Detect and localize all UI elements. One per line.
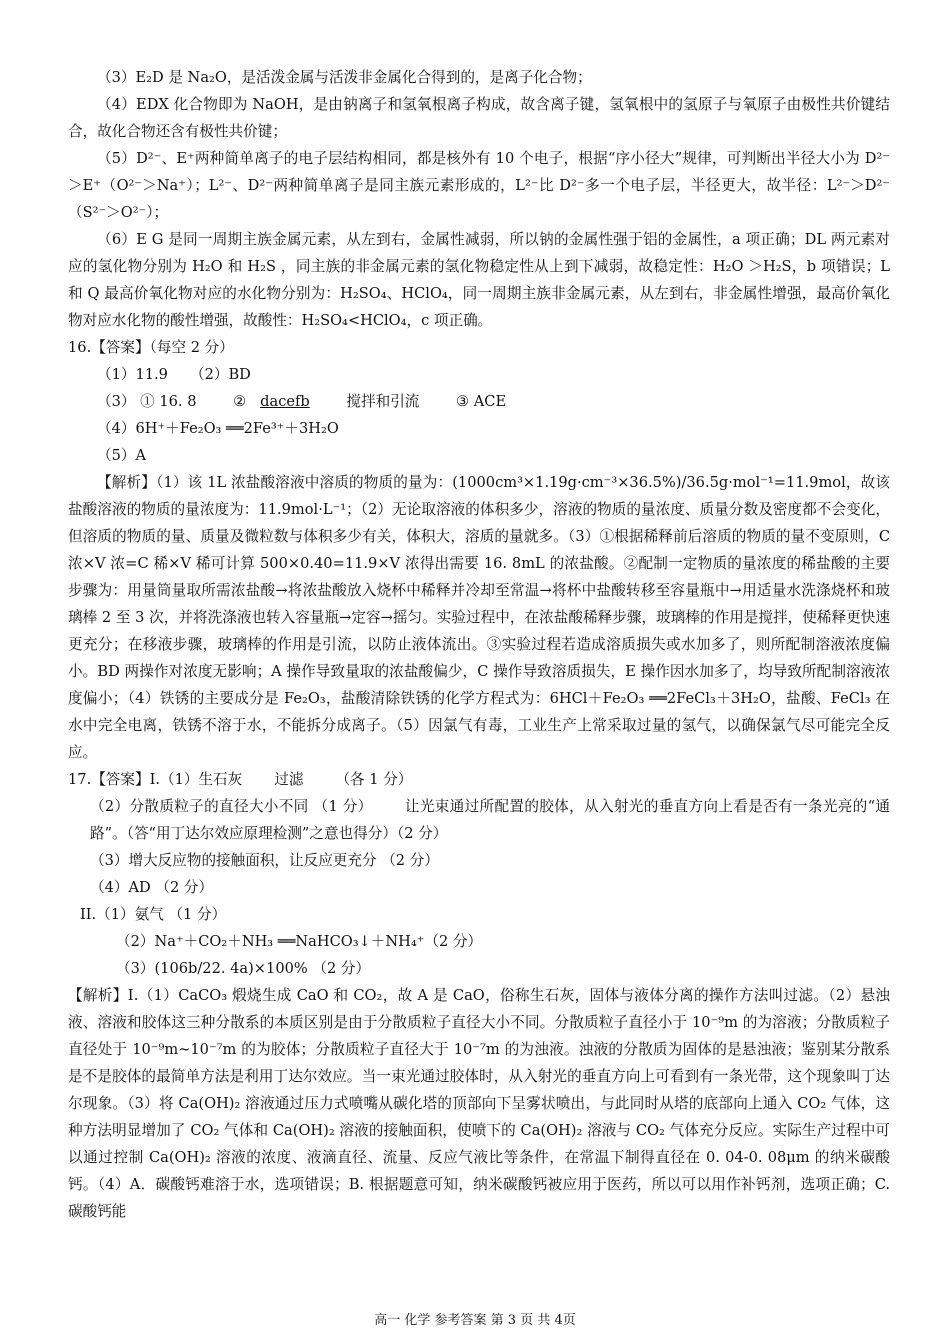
q16-heading: 16.【答案】（每空 2 分） bbox=[68, 339, 234, 356]
q17-heading-2: 过滤 bbox=[274, 771, 304, 788]
q17-heading bbox=[68, 766, 890, 793]
q17-heading-1: 17.【答案】I.（1）生石灰 bbox=[68, 771, 243, 788]
q16-answer-2-text: （2）BD bbox=[189, 366, 251, 383]
q17-part2-answer-2: （2）Na⁺＋CO₂＋NH₃ ══NaHCO₃↓＋NH₄⁺（2 分） bbox=[116, 933, 483, 950]
q17-part2-answer-3: （3）(106b/22. 4a)×100% （2 分） bbox=[116, 960, 371, 977]
q15-part5: （5）D²⁻、E⁺两种简单离子的电子层结构相同，都是核外有 10 个电子，根据“序小径大”规律，可判断出半径大小为 D²⁻＞E⁺（O²⁻＞Na⁺）；L²⁻、D²⁻两种简单离子是同主族元素形成的，L²⁻比 D²⁻多一个电子层，半径更大，故半径：L²⁻＞D²⁻（S²⁻＞O²⁻）； bbox=[68, 150, 890, 221]
q17-answer-3: （3）增大反应物的接触面积，让反应更充分 （2 分） bbox=[90, 852, 439, 869]
q16-answer-3-2-value: dacefb bbox=[260, 393, 310, 410]
q16-answer-3-label: （3） bbox=[97, 393, 136, 410]
q16-answer-1-text: （1）11.9 bbox=[97, 366, 168, 383]
q17-answer-4: （4）AD （2 分） bbox=[90, 879, 214, 896]
q16-answer-1 bbox=[68, 361, 890, 388]
q16-answer-3-1: ① 16. 8 bbox=[140, 393, 197, 410]
q16-answer-3-2-note: 搅拌和引流 bbox=[346, 393, 420, 410]
q16-answer-3-2-label: ② bbox=[233, 393, 247, 410]
q17-answer-2 bbox=[68, 793, 890, 847]
q17-answer-2-part1: （2）分散质粒子的直径大小不同 （1 分） bbox=[90, 798, 373, 815]
q17-analysis: 【解析】Ⅰ.（1）CaCO₃ 煅烧生成 CaO 和 CO₂，故 A 是 CaO，俗称生石灰，固体与液体分离的操作方法叫过滤。（2）悬浊液、溶液和胶体这三种分散系的本质区别是由于分散质粒子直径大小不同。分散质粒子直径小于 10⁻⁹m 的为溶液；分散质粒子直径处于 10⁻⁹m~10⁻⁷m 的为胶体；分散质粒子直径大于 10⁻⁷m 的为浊液。浊液的分散质为固体的是悬浊液；鉴别某分散系是不是胶体的最简单方法是利用丁达尔效应。当一束光通过胶体时，从入射光的垂直方向上可看到有一条光带，这个现象叫丁达尔现象。（3）将 Ca(OH)₂ 溶液通过压力式喷嘴从碳化塔的顶部向下呈雾状喷出，与此同时从塔的底部向上通入 CO₂ 气体，这种方法明显增加了 CO₂ 气体和 Ca(OH)₂ 溶液的接触面积，使喷下的 Ca(OH)₂ 溶液与 CO₂ 气体充分反应。实际生产过程中可以通过控制 Ca(OH)₂ 溶液的浓度、液滴直径、流量、反应气液比等条件，在常温下制得直径在 0. 04-0. 08μm 的纳米碳酸钙。（4）A．碳酸钙难溶于水，选项错误；B. 根据题意可知，纳米碳酸钙被应用于医药，所以可以用作补钙剂，选项正确；C. 碳酸钙能 bbox=[68, 987, 890, 1220]
q15-part6: （6）E G 是同一周期主族金属元素，从左到右，金属性减弱，所以钠的金属性强于铝的金属性，a 项正确；DL 两元素对应的氢化物分别为 H₂O 和 H₂S ，同主族的非金属元素的氢化物稳定性从上到下减弱，故稳定性：H₂O ＞H₂S，b 项错误；L 和 Q 最高价氧化物对应的水化物分别为：H₂SO₄、HClO₄，同一周期主族非金属元素，从左到右，非金属性增强，最高价氧化物对应水化物的酸性增强，故酸性：H₂SO₄<HClO₄，c 项正确。 bbox=[68, 231, 890, 329]
q16-answer-3-3: ③ ACE bbox=[456, 393, 507, 410]
q16-answer-5: （5）A bbox=[97, 447, 147, 464]
q15-part4: （4）EDX 化合物即为 NaOH，是由钠离子和氢氧根离子构成，故含离子键，氢氧根中的氢原子与氧原子由极性共价键结合，故化合物还含有极性共价键； bbox=[68, 96, 890, 140]
q16-analysis: 【解析】（1）该 1L 浓盐酸溶液中溶质的物质的量为：(1000cm³×1.19g·cm⁻³×36.5%)/36.5g·mol⁻¹=11.9mol，故该盐酸溶液的物质的量浓度为：11.9mol·L⁻¹；（2）无论取溶液的体积多少，溶液的物质的量浓度、质量分数及密度都不会变化，但溶质的物质的量、质量及微粒数与体积多少有关，体积大，溶质的量就多。（3）①根据稀释前后溶质的物质的量不变原则，C 浓×V 浓=C 稀×V 稀可计算 500×0.40=11.9×V 浓得出需要 16. 8mL 的浓盐酸。②配制一定物质的量浓度的稀盐酸的主要步骤为：用量筒量取所需浓盐酸→将浓盐酸放入烧杯中稀释并冷却至常温→将杯中盐酸转移至容量瓶中→用适量水洗涤烧杯和玻璃棒 2 至 3 次，并将洗涤液也转入容量瓶→定容→摇匀。实验过程中，在浓盐酸稀释步骤，玻璃棒的作用是搅拌，使稀释更快速更充分；在移液步骤，玻璃棒的作用是引流，以防止液体流出。③实验过程若造成溶质损失或水加多了，则所配制溶液浓度偏小。BD 两操作对浓度无影响；A 操作导致量取的浓盐酸偏少，C 操作导致溶质损失，E 操作因水加多了，均导致所配制溶液浓度偏小；（4）铁锈的主要成分是 Fe₂O₃，盐酸清除铁锈的化学方程式为：6HCl＋Fe₂O₃ ══2FeCl₃＋3H₂O，盐酸、FeCl₃ 在水中完全电离，铁锈不溶于水，不能拆分成离子。（5）因氯气有毒，工业生产上常采取过量的氢气，以确保氯气尽可能完全反应。 bbox=[68, 474, 890, 761]
q16-answer-4: （4）6H⁺＋Fe₂O₃ ══2Fe³⁺＋3H₂O bbox=[97, 420, 339, 437]
q17-answer-2-part2: 让光束通过所配置的胶体，从入射光的垂直方向上看是否有一条光亮的“通路”。（答“用丁达尔效应原理检测”之意也得分）（2 分） bbox=[90, 798, 890, 842]
q16-answer-3 bbox=[68, 388, 890, 415]
q17-heading-3: （各 1 分） bbox=[335, 771, 413, 788]
page-footer: 高一 化学 参考答案 第 3 页 共 4页 bbox=[374, 1313, 576, 1328]
q15-part3: （3）E₂D 是 Na₂O，是活泼金属与活泼非金属化合得到的，是离子化合物； bbox=[97, 69, 592, 86]
q17-part2-answer-1: II.（1）氨气 （1 分） bbox=[80, 906, 227, 923]
